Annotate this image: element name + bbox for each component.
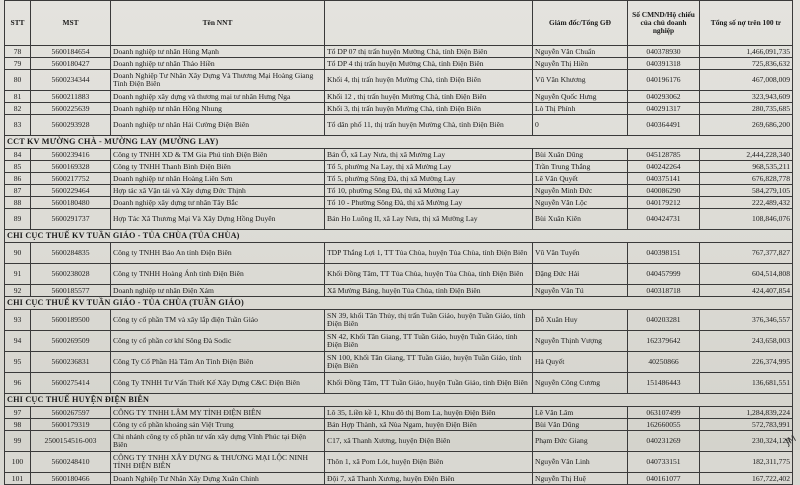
table-row	[5, 91, 793, 103]
row-director: Trần Trung Thắng	[533, 161, 628, 173]
table-row	[5, 197, 793, 209]
table-row	[5, 310, 793, 331]
row-taxpayer-name: Doanh nghiệp tư nhân Hải Cường Điện Biên	[111, 115, 325, 136]
row-mst: 5600239416	[31, 149, 111, 161]
row-director: Lê Văn Lâm	[533, 407, 628, 419]
taxpayer-debt-table	[4, 0, 793, 485]
table-row	[5, 419, 793, 431]
row-debt-amount: 572,783,991	[700, 419, 793, 431]
row-taxpayer-name: Doanh nghiệp tư nhân Hoàng Liên Sơn	[111, 173, 325, 185]
section-header-row	[5, 394, 793, 407]
row-cmnd: 040203281	[628, 310, 700, 331]
row-director: Nguyễn Quốc Hưng	[533, 91, 628, 103]
row-cmnd: 151486443	[628, 373, 700, 394]
row-mst: 5600169328	[31, 161, 111, 173]
row-stt: 92	[5, 285, 31, 297]
row-address: Tổ 10, phường Sông Đà, thị xã Mường Lay	[325, 185, 533, 197]
row-debt-amount: 269,686,200	[700, 115, 793, 136]
row-mst: 5600236831	[31, 352, 111, 373]
row-taxpayer-name: Doanh nghiệp xây dựng và thương mại tư nhân Hưng Nga	[111, 91, 325, 103]
row-cmnd: 040291317	[628, 103, 700, 115]
table-row	[5, 70, 793, 91]
row-stt: 95	[5, 352, 31, 373]
row-taxpayer-name: Chi nhánh công ty cổ phần tư vấn xây dựng Vĩnh Phúc tại Điện Biên	[111, 431, 325, 452]
row-cmnd: 040161077	[628, 473, 700, 485]
section-header-row	[5, 136, 793, 149]
table-row	[5, 149, 793, 161]
row-address: Tổ DP 4 thị trấn huyện Mường Chà, tỉnh Điện Biên	[325, 58, 533, 70]
row-address: Bản Ổ, xã Lay Nưa, thị xã Mường Lay	[325, 149, 533, 161]
row-stt: 86	[5, 173, 31, 185]
row-taxpayer-name: Doanh nghiệp xây dựng tư nhân Tây Bắc	[111, 197, 325, 209]
row-cmnd: 045128785	[628, 149, 700, 161]
row-mst: 5600180427	[31, 58, 111, 70]
row-director: Nguyễn Văn Lộc	[533, 197, 628, 209]
row-address: Bản Ho Luông II, xã Lay Nưa, thị xã Mường Lay	[325, 209, 533, 230]
row-stt: 91	[5, 264, 31, 285]
header-row	[5, 1, 793, 46]
row-stt: 98	[5, 419, 31, 431]
row-debt-amount: 1,466,091,735	[700, 46, 793, 58]
table-row	[5, 373, 793, 394]
section-title: CCT KV MƯỜNG CHÀ - MƯỜNG LAY (MƯỜNG LAY)	[5, 136, 793, 149]
row-mst: 5600185577	[31, 285, 111, 297]
row-debt-amount: 226,374,995	[700, 352, 793, 373]
header-cmnd: Số CMND/Hộ chiếu của chủ doanh nghiệp	[628, 1, 700, 46]
row-debt-amount: 1,284,839,224	[700, 407, 793, 419]
row-mst: 5600229464	[31, 185, 111, 197]
row-director: Nguyễn Thị Hiền	[533, 58, 628, 70]
section-header-row	[5, 230, 793, 243]
row-director: Vũ Văn Tuyến	[533, 243, 628, 264]
row-mst: 5600269509	[31, 331, 111, 352]
header-address	[325, 1, 533, 46]
row-director: Vũ Văn Khương	[533, 70, 628, 91]
row-director: Lò Thị Phính	[533, 103, 628, 115]
row-stt: 100	[5, 452, 31, 473]
row-taxpayer-name: CÔNG TY TNHH LÂM MY TỈNH ĐIỆN BIÊN	[111, 407, 325, 419]
row-debt-amount: 604,514,808	[700, 264, 793, 285]
row-mst: 5600291737	[31, 209, 111, 230]
table-row	[5, 58, 793, 70]
header-mst: MST	[31, 1, 111, 46]
row-mst: 5600211883	[31, 91, 111, 103]
row-taxpayer-name: Doanh Nghiệp Tư Nhân Xây Dựng Xuân Chinh	[111, 473, 325, 485]
row-cmnd: 063107499	[628, 407, 700, 419]
row-mst: 5600248410	[31, 452, 111, 473]
row-director: Phạm Đức Giang	[533, 431, 628, 452]
row-stt: 99	[5, 431, 31, 452]
row-debt-amount: 108,846,076	[700, 209, 793, 230]
table-row	[5, 352, 793, 373]
row-stt: 82	[5, 103, 31, 115]
row-cmnd: 40250866	[628, 352, 700, 373]
row-director: Nguyễn Văn Chuẩn	[533, 46, 628, 58]
table-row	[5, 103, 793, 115]
row-director: Đỗ Xuân Huy	[533, 310, 628, 331]
row-debt-amount: 676,828,778	[700, 173, 793, 185]
row-debt-amount: 323,943,609	[700, 91, 793, 103]
row-director: Lê Văn Quyết	[533, 173, 628, 185]
row-stt: 81	[5, 91, 31, 103]
row-stt: 79	[5, 58, 31, 70]
row-stt: 97	[5, 407, 31, 419]
row-address: TDP Thắng Lợi 1, TT Tủa Chùa, huyện Tủa Chùa, tỉnh Điện Biên	[325, 243, 533, 264]
row-cmnd: 040364491	[628, 115, 700, 136]
row-director: Hà Quyết	[533, 352, 628, 373]
row-cmnd: 040293062	[628, 91, 700, 103]
row-debt-amount: 376,346,557	[700, 310, 793, 331]
row-cmnd: 040391318	[628, 58, 700, 70]
row-debt-amount: 767,377,827	[700, 243, 793, 264]
row-debt-amount: 2,444,228,340	[700, 149, 793, 161]
header-stt: STT	[5, 1, 31, 46]
row-debt-amount: 424,407,854	[700, 285, 793, 297]
table-body	[5, 46, 793, 485]
row-cmnd: 040086290	[628, 185, 700, 197]
row-debt-amount: 280,735,685	[700, 103, 793, 115]
row-director: Bùi Văn Dũng	[533, 419, 628, 431]
table-row	[5, 161, 793, 173]
header-debt: Tổng số nợ trên 100 tr	[700, 1, 793, 46]
row-stt: 78	[5, 46, 31, 58]
table-row	[5, 115, 793, 136]
row-mst: 5600225639	[31, 103, 111, 115]
row-address: Tổ 5, phường Sông Đà, thị xã Mường Lay	[325, 173, 533, 185]
row-taxpayer-name: Hợp tác xã Vận tải và Xây dựng Đức Thịnh	[111, 185, 325, 197]
section-header-row	[5, 297, 793, 310]
row-mst: 2500154516-003	[31, 431, 111, 452]
row-debt-amount: 222,489,432	[700, 197, 793, 209]
row-director: Nguyễn Văn Linh	[533, 452, 628, 473]
row-taxpayer-name: Doanh nghiệp tư nhân Hùng Mạnh	[111, 46, 325, 58]
row-debt-amount: 584,279,105	[700, 185, 793, 197]
row-debt-amount: 182,311,775	[700, 452, 793, 473]
table-row	[5, 243, 793, 264]
row-address: SN 100, Khối Tân Giang, TT Tuần Giáo, huyện Tuần Giáo, tỉnh Điện Biên	[325, 352, 533, 373]
row-taxpayer-name: Doanh nghiệp tư nhân Hồng Nhung	[111, 103, 325, 115]
row-director: Bùi Xuân Kiên	[533, 209, 628, 230]
section-title: CHI CỤC THUẾ KV TUẦN GIÁO - TỦA CHÙA (TỦA CHÙA)	[5, 230, 793, 243]
row-mst: 5600267597	[31, 407, 111, 419]
row-debt-amount: 136,681,551	[700, 373, 793, 394]
row-mst: 5600179319	[31, 419, 111, 431]
row-director: Nguyễn Công Cương	[533, 373, 628, 394]
row-director: Nguyễn Văn Tú	[533, 285, 628, 297]
row-taxpayer-name: Công ty cổ phần khoáng sản Việt Trung	[111, 419, 325, 431]
row-taxpayer-name: Hợp Tác Xã Thương Mại Và Xây Dựng Hồng Duyên	[111, 209, 325, 230]
row-taxpayer-name: Công Ty Cổ Phần Hà Tâm An Tỉnh Điện Biên	[111, 352, 325, 373]
row-address: Tổ 5, phường Na Lay, thị xã Mường Lay	[325, 161, 533, 173]
row-stt: 80	[5, 70, 31, 91]
row-cmnd: 040378930	[628, 46, 700, 58]
table-row	[5, 264, 793, 285]
row-debt-amount: 167,722,402	[700, 473, 793, 485]
row-director: Nguyễn Minh Đức	[533, 185, 628, 197]
row-address: C17, xã Thanh Xương, huyện Điện Biên	[325, 431, 533, 452]
header-director: Giám đốc/Tổng GĐ	[533, 1, 628, 46]
row-taxpayer-name: Doanh nghiệp tư nhân Điện Xám	[111, 285, 325, 297]
row-cmnd: 040398151	[628, 243, 700, 264]
table-row	[5, 185, 793, 197]
row-taxpayer-name: Công Ty TNHH Tư Vấn Thiết Kế Xây Dựng C&C Điện Biên	[111, 373, 325, 394]
table-row	[5, 209, 793, 230]
row-director: Nguyễn Thịnh Vượng	[533, 331, 628, 352]
row-taxpayer-name: Công ty TNHH Bảo An tỉnh Điện Biên	[111, 243, 325, 264]
row-cmnd: 040179212	[628, 197, 700, 209]
row-taxpayer-name: Công ty TNHH XD & TM Gia Phú tỉnh Điện Biên	[111, 149, 325, 161]
row-cmnd: 040231269	[628, 431, 700, 452]
row-address: Đội 7, xã Thanh Xương, huyện Điện Biên	[325, 473, 533, 485]
row-taxpayer-name: Công ty cổ phần TM và xây lắp điện Tuần Giáo	[111, 310, 325, 331]
row-cmnd: 162660055	[628, 419, 700, 431]
row-director: Bùi Xuân Dũng	[533, 149, 628, 161]
row-mst: 5600234344	[31, 70, 111, 91]
header-name: Tên NNT	[111, 1, 325, 46]
row-cmnd: 040457999	[628, 264, 700, 285]
row-address: Tổ 10 - Phường Sông Đà, thị xã Mường Lay	[325, 197, 533, 209]
row-address: Khối Đồng Tâm, TT Tuần Giáo, huyện Tuần Giáo, tỉnh Điện Biên	[325, 373, 533, 394]
row-address: Khối Đồng Tâm, TT Tủa Chùa, huyện Tủa Chùa, tỉnh Điện Biên	[325, 264, 533, 285]
table-row	[5, 473, 793, 485]
row-director: 0	[533, 115, 628, 136]
row-stt: 84	[5, 149, 31, 161]
row-address: Lô 35, Liền kề 1, Khu đô thị Bom La, huyện Điện Biên	[325, 407, 533, 419]
row-mst: 5600189500	[31, 310, 111, 331]
row-stt: 101	[5, 473, 31, 485]
row-stt: 90	[5, 243, 31, 264]
row-debt-amount: 230,324,129	[700, 431, 793, 452]
row-stt: 96	[5, 373, 31, 394]
row-cmnd: 040242264	[628, 161, 700, 173]
row-stt: 94	[5, 331, 31, 352]
table-row	[5, 173, 793, 185]
row-mst: 5600180466	[31, 473, 111, 485]
row-cmnd: 162379642	[628, 331, 700, 352]
row-address: Khối 3, thị trấn huyện Mường Chà, tỉnh Điện Biên	[325, 103, 533, 115]
row-director: Nguyễn Thị Huệ	[533, 473, 628, 485]
row-taxpayer-name: CÔNG TY TNHH XÂY DỰNG & THƯƠNG MẠI LỘC NINH TỈNH ĐIỆN BIÊN	[111, 452, 325, 473]
row-address: Khối 4, thị trấn huyện Mường Chà, tỉnh Điện Biên	[325, 70, 533, 91]
row-taxpayer-name: Công ty TNHH Hoàng Ánh tỉnh Điện Biên	[111, 264, 325, 285]
table-row	[5, 46, 793, 58]
row-stt: 89	[5, 209, 31, 230]
section-title: CHI CỤC THUẾ HUYỆN ĐIỆN BIÊN	[5, 394, 793, 407]
row-cmnd: 040318718	[628, 285, 700, 297]
section-title: CHI CỤC THUẾ KV TUẦN GIÁO - TỦA CHÙA (TUẦN GIÁO)	[5, 297, 793, 310]
row-cmnd: 040733151	[628, 452, 700, 473]
row-taxpayer-name: Công ty TNHH Thanh Bình Điện Biên	[111, 161, 325, 173]
table-row	[5, 452, 793, 473]
row-mst: 5600184654	[31, 46, 111, 58]
row-mst: 5600238028	[31, 264, 111, 285]
row-mst: 5600293928	[31, 115, 111, 136]
row-cmnd: 040196176	[628, 70, 700, 91]
table-row	[5, 431, 793, 452]
row-mst: 5600284835	[31, 243, 111, 264]
row-stt: 87	[5, 185, 31, 197]
row-director: Đặng Đức Hải	[533, 264, 628, 285]
row-address: Thôn 1, xã Pom Lót, huyện Điện Biên	[325, 452, 533, 473]
row-mst: 5600217752	[31, 173, 111, 185]
row-debt-amount: 968,535,211	[700, 161, 793, 173]
row-cmnd: 040424731	[628, 209, 700, 230]
row-debt-amount: 243,658,003	[700, 331, 793, 352]
row-address: Tổ dân phố 11, thị trấn huyện Mường Chà, tỉnh Điện Biên	[325, 115, 533, 136]
row-stt: 83	[5, 115, 31, 136]
row-stt: 85	[5, 161, 31, 173]
row-stt: 93	[5, 310, 31, 331]
row-mst: 5600275414	[31, 373, 111, 394]
row-address: Tổ DP 07 thị trấn huyện Mường Chà, tỉnh Điện Biên	[325, 46, 533, 58]
row-address: SN 42, Khối Tân Giang, TT Tuần Giáo, huyện Tuần Giáo, tỉnh Điện Biên	[325, 331, 533, 352]
row-cmnd: 040375141	[628, 173, 700, 185]
row-debt-amount: 467,008,009	[700, 70, 793, 91]
table-row	[5, 285, 793, 297]
row-debt-amount: 725,836,632	[700, 58, 793, 70]
table-row	[5, 407, 793, 419]
row-address: Khối 12 , thị trấn huyện Mường Chà, tỉnh Điện Biên	[325, 91, 533, 103]
corner-handwritten-mark: JM	[783, 434, 798, 448]
row-address: Xã Mường Báng, huyện Tủa Chùa, tỉnh Điện Biên	[325, 285, 533, 297]
row-taxpayer-name: Doanh nghiệp tư nhân Thảo Hiền	[111, 58, 325, 70]
row-address: Bản Hợp Thành, xã Nùa Ngam, huyện Điện Biên	[325, 419, 533, 431]
table-row	[5, 331, 793, 352]
row-taxpayer-name: Doanh Nghiệp Tư Nhân Xây Dựng Và Thương Mại Hoàng Giang Tỉnh Điện Biên	[111, 70, 325, 91]
row-address: SN 39, khối Tân Thủy, thị trấn Tuần Giáo, huyện Tuần Giáo, tỉnh Điện Biên	[325, 310, 533, 331]
row-mst: 5600180480	[31, 197, 111, 209]
row-taxpayer-name: Công ty cổ phần cơ khí Sông Đà Sodic	[111, 331, 325, 352]
row-stt: 88	[5, 197, 31, 209]
